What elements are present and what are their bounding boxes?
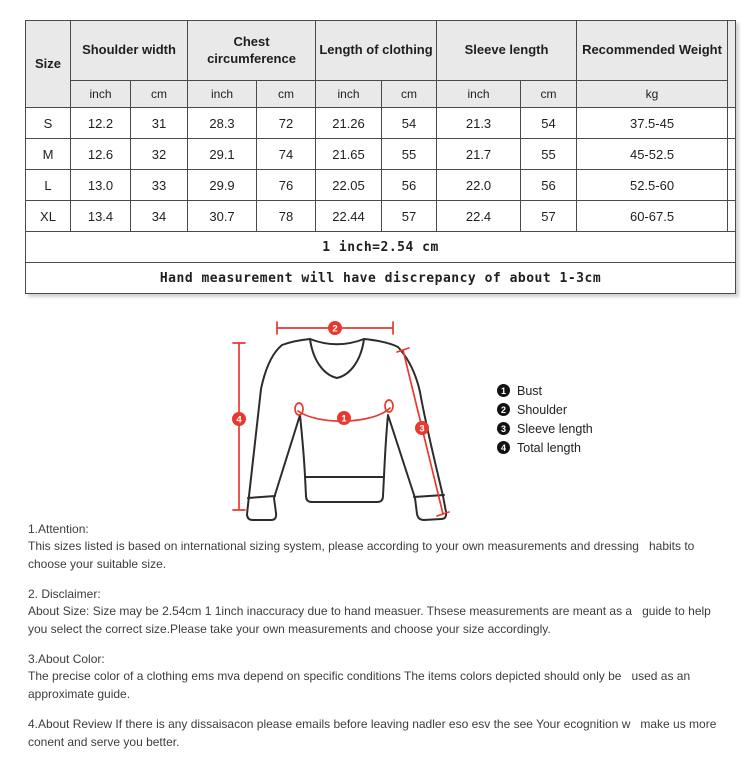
table-subheader-row — [26, 81, 736, 108]
table-cell: 29.9 — [188, 170, 257, 201]
col-header-filler — [728, 21, 736, 108]
table-row-xl — [26, 201, 736, 232]
svg-text:4: 4 — [236, 414, 242, 426]
measurement-discrepancy-note: Hand measurement will have discrepancy of about 1-3cm — [26, 263, 736, 294]
table-cell: 22.05 — [316, 170, 382, 201]
section-body: This sizes listed is based on international sizing system, please according to your own measurements and dressing habits to choose your suitable size. — [28, 539, 698, 571]
table-cell: 33 — [131, 170, 188, 201]
table-cell: 22.4 — [437, 201, 521, 232]
size-label: S — [26, 108, 71, 139]
table-row-s — [26, 108, 736, 139]
table-cell: 22.0 — [437, 170, 521, 201]
subheader-unit: inch — [188, 81, 257, 108]
section-body: The precise color of a clothing ems mva depend on specific conditions The items colors depicted should only be used as an approximate guide. — [28, 669, 694, 701]
col-header-recommended-weight: Recommended Weight — [577, 21, 728, 81]
table-row-m — [26, 139, 736, 170]
table-cell: 21.7 — [437, 139, 521, 170]
notes-sections — [28, 521, 732, 764]
table-cell: 57 — [521, 201, 577, 232]
section-body: About Size: Size may be 2.54cm 1 1inch inaccuracy due to hand measuer. Thsese measurements are meant as a guide to help you select the correct size.Please take your own measurements and choose your size accordingly. — [28, 604, 715, 636]
table-cell: 13.0 — [71, 170, 131, 201]
table-cell: 56 — [382, 170, 437, 201]
table-cell: 55 — [382, 139, 437, 170]
size-label: XL — [26, 201, 71, 232]
subheader-unit: cm — [131, 81, 188, 108]
marker-bust — [337, 411, 351, 425]
legend-number-badge: 2 — [497, 403, 510, 416]
table-cell: 21.65 — [316, 139, 382, 170]
section-disclaimer — [28, 586, 732, 638]
sweater-measurement-diagram — [222, 314, 502, 532]
legend-label: Shoulder — [517, 402, 568, 417]
table-cell-filler — [728, 201, 736, 232]
table-cell: 28.3 — [188, 108, 257, 139]
legend-number-badge: 4 — [497, 441, 510, 454]
legend-label: Sleeve length — [517, 421, 593, 436]
table-cell: 74 — [257, 139, 316, 170]
table-cell-filler — [728, 139, 736, 170]
table-cell: 21.26 — [316, 108, 382, 139]
section-heading: 1.Attention: — [28, 522, 89, 536]
table-cell: 37.5-45 — [577, 108, 728, 139]
subheader-unit: inch — [437, 81, 521, 108]
table-cell: 12.6 — [71, 139, 131, 170]
col-header-sleeve-length: Sleeve length — [437, 21, 577, 81]
table-cell-filler — [728, 170, 736, 201]
table-cell: 32 — [131, 139, 188, 170]
table-cell: 13.4 — [71, 201, 131, 232]
marker-shoulder — [328, 321, 342, 335]
table-cell: 57 — [382, 201, 437, 232]
legend-item-shoulder — [497, 400, 593, 419]
section-about-review — [28, 716, 732, 751]
section-heading: 2. Disclaimer: — [28, 587, 101, 601]
table-cell: 56 — [521, 170, 577, 201]
size-label: M — [26, 139, 71, 170]
table-cell: 12.2 — [71, 108, 131, 139]
table-cell: 60-67.5 — [577, 201, 728, 232]
subheader-unit: inch — [71, 81, 131, 108]
legend-number-badge: 3 — [497, 422, 510, 435]
size-label: L — [26, 170, 71, 201]
legend-item-bust — [497, 381, 593, 400]
size-table — [25, 20, 736, 294]
size-table-container — [25, 20, 735, 294]
legend-number-badge: 1 — [497, 384, 510, 397]
measurement-legend — [497, 381, 593, 457]
legend-item-sleeve-length — [497, 419, 593, 438]
table-row-l — [26, 170, 736, 201]
table-note-row — [26, 232, 736, 263]
total-length-arrow — [233, 343, 245, 510]
table-cell: 21.3 — [437, 108, 521, 139]
col-header-length-of-clothing: Length of clothing — [316, 21, 437, 81]
table-cell: 31 — [131, 108, 188, 139]
subheader-unit: cm — [257, 81, 316, 108]
table-cell: 78 — [257, 201, 316, 232]
marker-sleeve-length — [415, 421, 429, 435]
table-cell: 72 — [257, 108, 316, 139]
legend-label: Total length — [517, 440, 581, 455]
section-body: 4.About Review If there is any dissaisacon please emails before leaving nadler eso esv the see Your ecognition w make us more conent and serve you better. — [28, 717, 720, 749]
svg-text:1: 1 — [341, 413, 347, 425]
table-cell: 29.1 — [188, 139, 257, 170]
table-cell-filler — [728, 108, 736, 139]
table-cell: 76 — [257, 170, 316, 201]
subheader-unit: cm — [382, 81, 437, 108]
section-heading: 3.About Color: — [28, 652, 105, 666]
marker-total-length — [232, 412, 246, 426]
section-attention — [28, 521, 732, 573]
subheader-unit: inch — [316, 81, 382, 108]
svg-text:3: 3 — [419, 423, 425, 435]
table-cell: 34 — [131, 201, 188, 232]
table-cell: 52.5-60 — [577, 170, 728, 201]
subheader-unit: kg — [577, 81, 728, 108]
table-cell: 55 — [521, 139, 577, 170]
table-cell: 45-52.5 — [577, 139, 728, 170]
table-cell: 30.7 — [188, 201, 257, 232]
subheader-unit: cm — [521, 81, 577, 108]
col-header-shoulder-width: Shoulder width — [71, 21, 188, 81]
table-note-row — [26, 263, 736, 294]
table-header-row — [26, 21, 736, 81]
table-cell: 54 — [521, 108, 577, 139]
legend-label: Bust — [517, 383, 543, 398]
table-cell: 54 — [382, 108, 437, 139]
legend-item-total-length — [497, 438, 593, 457]
col-header-size: Size — [26, 21, 71, 108]
col-header-chest-circumference: Chest circumference — [188, 21, 316, 81]
table-cell: 22.44 — [316, 201, 382, 232]
section-about-color — [28, 651, 732, 703]
inch-conversion-note: 1 inch=2.54 cm — [26, 232, 736, 263]
svg-text:2: 2 — [332, 323, 338, 335]
